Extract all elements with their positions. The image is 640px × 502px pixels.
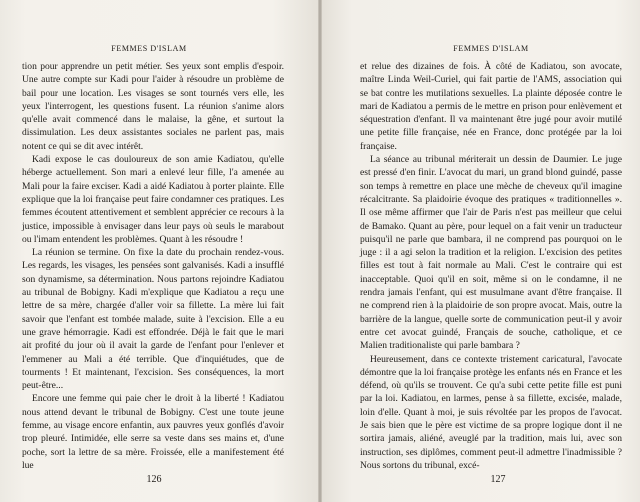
left-page-body	[22, 60, 284, 472]
right-page-body	[360, 60, 622, 472]
paragraph: La réunion se termine. On fixe la date du prochain rendez-vous. Les regards, les visages, les pensées sont galvanisés. Kadi a insufflé son dynamisme, sa détermination. Nous partons rejoindre Kadiatou au tribunal de Bobigny. Kadi m'explique que Kadiatou a reçu une lettre de sa mère, chargée d'aller voir sa fillette. La mère lui fait savoir que l'enfant est tombée malade, suite à l'excision. Elle a eu une grave hémorragie. Kadi est effondrée. Déjà le fait que le mari ait profité du jour où il avait la garde de l'enfant pour l'enlever et l'emmener au Mali a été terrible. Que d'inquiétudes, que de tourments ! Et maintenant, l'excision. Ses conséquences, la mort peut-être...	[22, 247, 284, 392]
right-page	[320, 0, 640, 502]
page-number-right: 127	[490, 474, 506, 485]
running-head-right: FEMMES D'ISLAM	[453, 44, 529, 53]
page-number-left: 126	[146, 474, 162, 485]
paragraph: Kadi expose le cas douloureux de son amie Kadiatou, qu'elle héberge actuellement. Son mari a enlevé leur fille, l'a amenée au Mali pour la faire exciser. Kadi a aidé Kadiatou à porter plainte. Elle explique que la loi française peut faire condamner ces pratiques. Les femmes écoutent attentivement et semblent apprécier ce recours à la justice, impossible à envisager dans leur pays où seuls le marabout ou l'imam entendent les problèmes. Quant à les résoudre !	[22, 154, 284, 245]
paragraph: Heureusement, dans ce contexte tristement caricatural, l'avocate démontre que la loi française protège les enfants nés en France et les défend, où qu'ils se trouvent. Ce qu'a subi cette petite fille est puni par la loi. Kadiatou, en larmes, pense à sa fillette, excisée, malade, loin d'elle. Quant à moi, je suis révoltée par les propos de l'avocat. Je sais bien que le père est victime de sa propre logique dont il ne sortira jamais, aliéné, aveuglé par la tradition, mais lui, avec son instruction, ses diplômes, comment peut-il admettre l'inadmissible ? Nous sortons du tribunal, excé-	[360, 353, 622, 471]
book-gutter	[318, 0, 322, 502]
paragraph: tion pour apprendre un petit métier. Ses yeux sont emplis d'espoir. Une autre compte sur Kadi pour l'aider à résoudre un problème de bail pour une location. Les visages se sont tournés vers elle, les yeux l'interrogent, les questions fusent. La réunion s'anime alors qu'elle avait commencé dans le malaise, la gêne, et surtout la dissimulation. Les deux assistantes sociales ne parlent pas, mais notent ce qui se dit avec intérêt.	[22, 61, 284, 152]
paragraph: La séance au tribunal mériterait un dessin de Daumier. Le juge est pressé d'en finir. L'avocat du mari, un grand blond guindé, passe son temps à remettre en place une mèche de cheveux qu'il imagine récalcitrante. Sa plaidoirie évoque des pratiques « traditionnelles ». Il ose même affirmer que l'air de Paris n'est pas meilleur que celui de Bamako. Quant au père, pour lequel on a fait venir un traducteur puisqu'il ne parle que bambara, il ne comprend pas pourquoi on le juge : il a agi selon la tradition et la religion. L'excision des petites filles est tout à fait normale au Mali. C'est le contraire qui est inacceptable. Quoi qu'il en soit, même si on le condamne, il ne rendra jamais l'enfant, qui est musulmane avant d'être française. Il ne comprend rien à la plaidoirie de son propre avocat. Mais, outre la barrière de la langue, quelle sorte de communication peut-il y avoir entre cet avocat guindé, Français de souche, catholique, et ce Malien traditionaliste qui parle bambara ?	[360, 154, 622, 352]
running-head-left: FEMMES D'ISLAM	[111, 44, 187, 53]
paragraph: Encore une femme qui paie cher le droit à la liberté ! Kadiatou nous attend devant le tribunal de Bobigny. C'est une toute jeune femme, au visage encore enfantin, aux pauvres yeux gonflés d'avoir trop pleuré. Intimidée, elle serre sa veste dans ses mains et, d'une poche, sort la lettre de sa mère. Froissée, elle a manifestement été lue	[22, 393, 284, 471]
paragraph: et relue des dizaines de fois. À côté de Kadiatou, son avocate, maître Linda Weil-Curiel, qui fait partie de l'AMS, association qui se bat contre les mutilations sexuelles. La plainte déposée contre le mari de Kadiatou a permis de le mettre en prison pour enlèvement et séquestration d'enfant. Il va maintenant être jugé pour avoir mutilé une petite fille française, née en France, donc protégée par la loi française.	[360, 61, 622, 152]
